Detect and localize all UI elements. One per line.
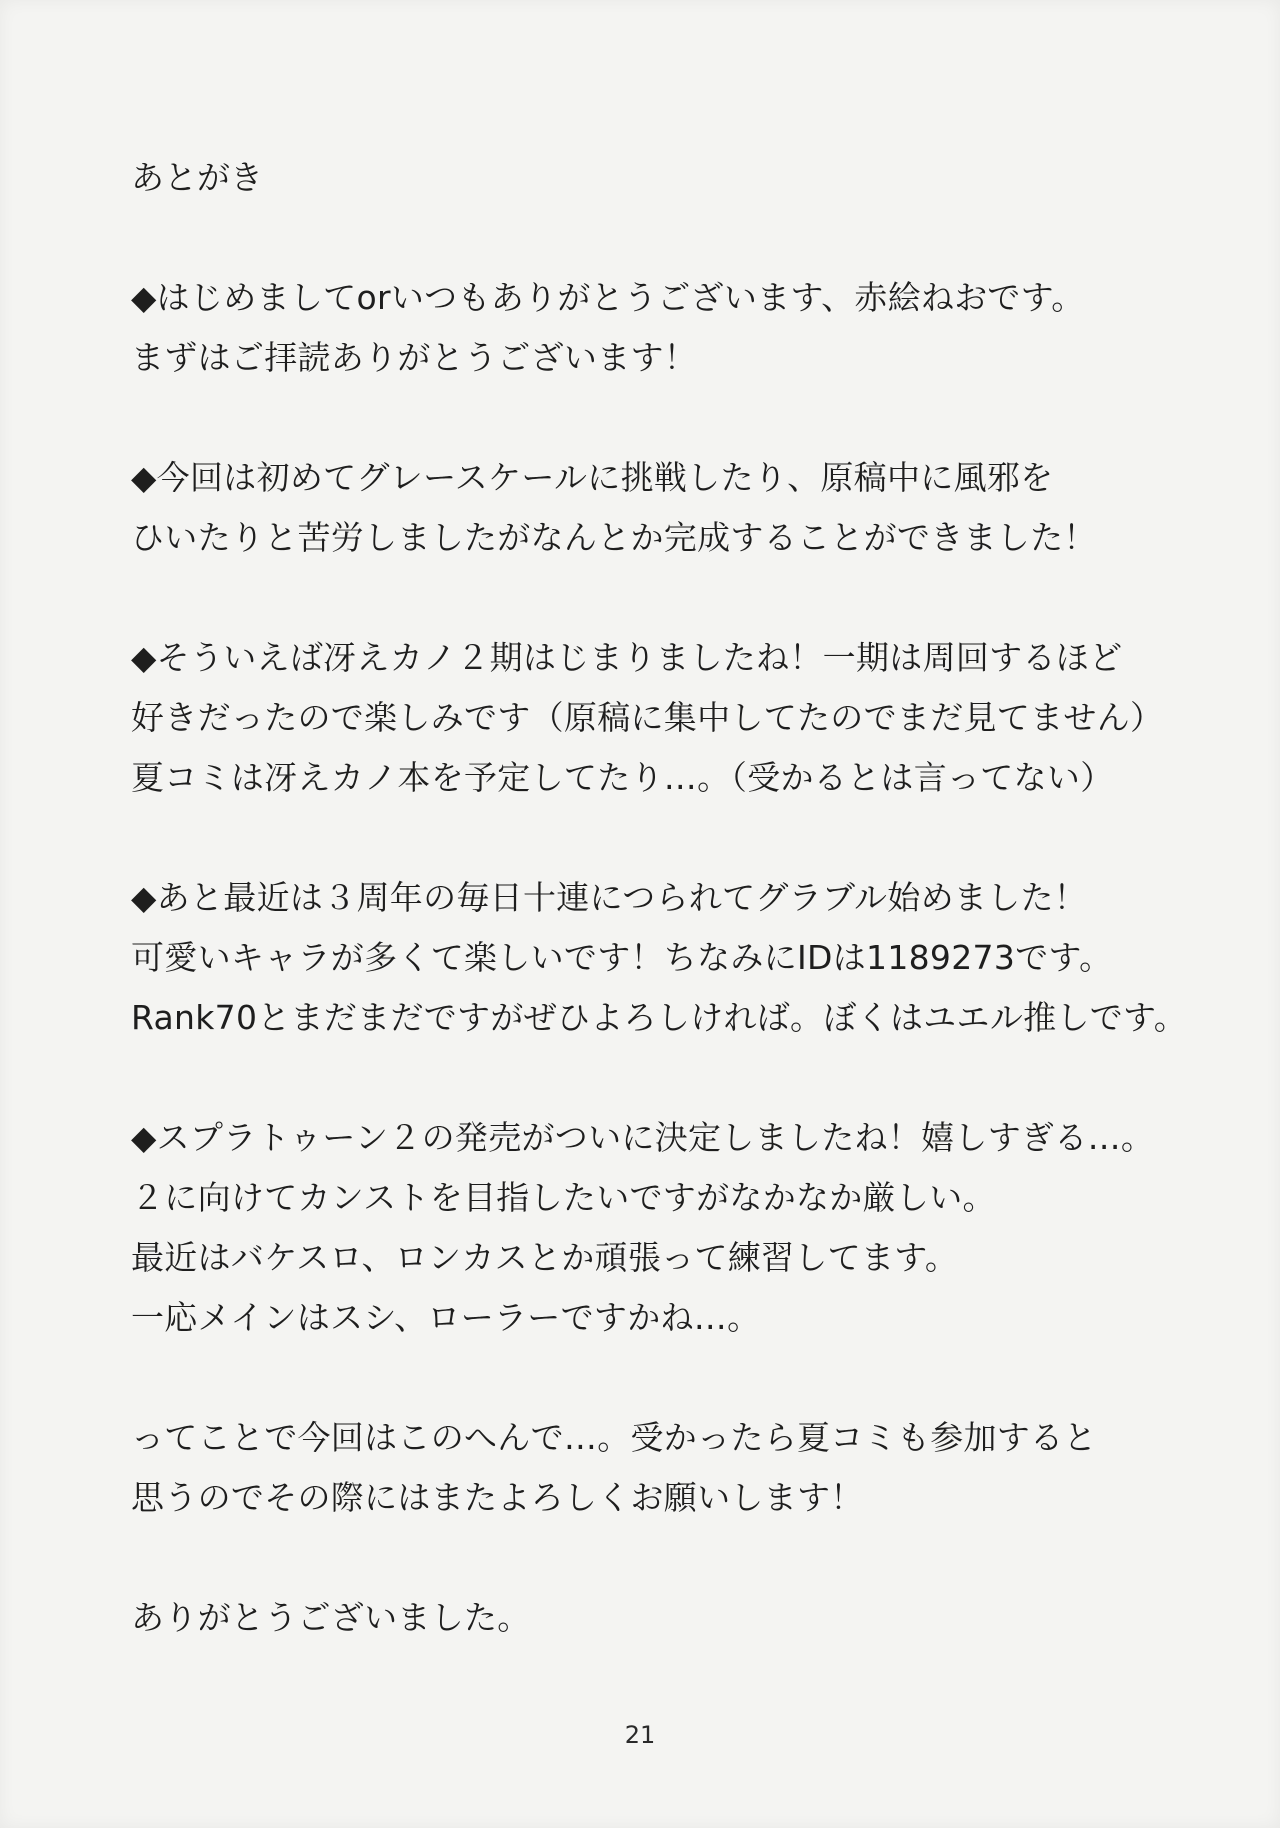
text-line: まずはご拝読ありがとうございます！ (131, 338, 698, 377)
text-line: 好きだったので楽しみです（原稿に集中してたのでまだ見てません） (131, 698, 1164, 737)
text-line: ◆スプラトゥーン２の発売がついに決定しましたね！嬉しすぎる…。 (131, 1118, 1155, 1157)
text-line: ◆今回は初めてグレースケールに挑戦したり、原稿中に風邪を (131, 458, 1054, 497)
text-line: 思うのでその際にはまたよろしくお願いします！ (131, 1478, 864, 1517)
text-line: ありがとうございました。 (131, 1598, 531, 1637)
afterword-body (131, 148, 1191, 1708)
text-line: 最近はバケスロ、ロンカスとか頑張って練習してます。 (131, 1238, 959, 1277)
page-title: あとがき (131, 158, 263, 197)
text-line: Rank70とまだまだですがぜひよろしければ。ぼくはユエル推しです。 (131, 998, 1188, 1037)
text-line: ひいたりと苦労しましたがなんとか完成することができました！ (131, 518, 1097, 557)
paragraph-greeting (131, 268, 1191, 388)
text-line: ◆はじめましてorいつもありがとうございます、赤絵ねおです。 (131, 278, 1085, 317)
page-number: 21 (624, 1721, 656, 1749)
paragraph-grayscale (131, 448, 1191, 568)
text-line: 夏コミは冴えカノ本を予定してたり…。（受かるとは言ってない） (131, 758, 1114, 797)
text-line: ２に向けてカンストを目指したいですがなかなか厳しい。 (131, 1178, 996, 1217)
paragraph-splatoon (131, 1108, 1191, 1348)
text-line: ってことで今回はこのへんで…。受かったら夏コミも参加すると (131, 1418, 1097, 1457)
text-line: 一応メインはスシ、ローラーですかね…。 (131, 1298, 761, 1337)
paragraph-thanks (131, 1588, 1191, 1648)
text-line: 可愛いキャラが多くて楽しいです！ちなみにIDは1189273です。 (131, 938, 1113, 977)
paragraph-closing (131, 1408, 1191, 1528)
text-line: ◆あと最近は３周年の毎日十連につられてグラブル始めました！ (131, 878, 1088, 917)
paragraph-granblue (131, 868, 1191, 1048)
paragraph-saekano (131, 628, 1191, 808)
text-line: ◆そういえば冴えカノ２期はじまりましたね！一期は周回するほど (131, 638, 1123, 677)
